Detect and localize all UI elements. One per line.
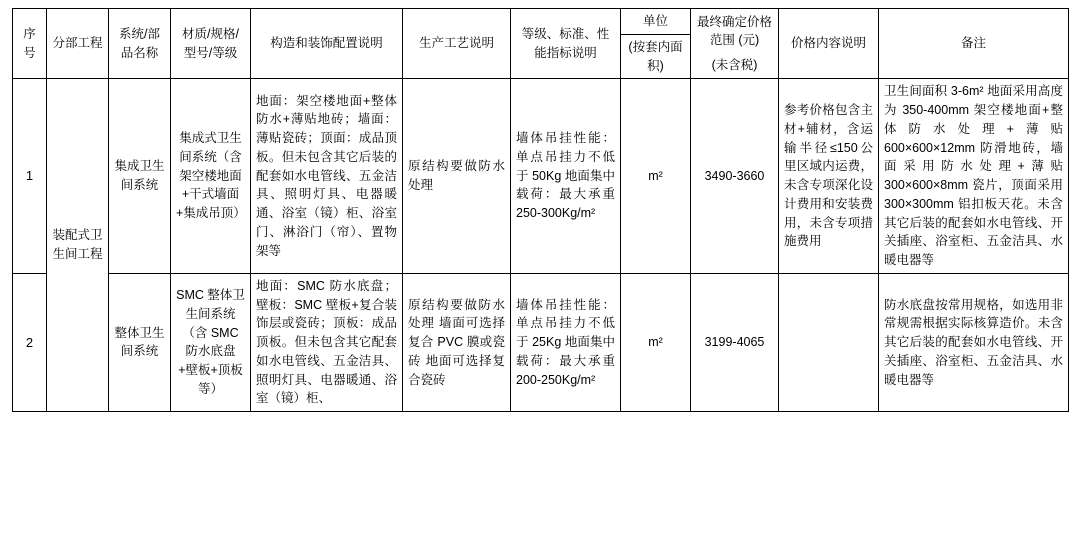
- cell-remark: 防水底盘按常用规格，如选用非常规需根据实际核算造价。未含其它后装的配套如水电管线、开关插座、浴室柜、五金洁具、水暖电器等: [879, 273, 1069, 411]
- header-seq: 序号: [13, 9, 47, 79]
- header-performance: 等级、标准、性能指标说明: [511, 9, 621, 79]
- header-price-title: 最终确定价格范围 (元): [696, 14, 772, 48]
- cell-system-part: 整体卫生间系统: [109, 273, 171, 411]
- cell-construction: 地面：架空楼地面+整体防水+薄贴地砖；墙面：薄贴瓷砖；顶面：成品顶板。但未包含其它后装的配套如水电管线、五金洁具、照明灯具、电器暖通、浴室（镜）柜、浴室门、淋浴门（帘）、置物架等: [251, 79, 403, 274]
- cell-sub-project: 装配式卫生间工程: [47, 79, 109, 412]
- cell-seq: 1: [13, 79, 47, 274]
- table-row: [13, 79, 1069, 274]
- cell-price-desc: 参考价格包含主材+辅材，含运输半径≤150公里区域内运费，未含专项深化设计费用和安装费用，未含专项措施费用: [779, 79, 879, 274]
- cell-unit: m²: [621, 273, 691, 411]
- cell-price: 3199-4065: [691, 273, 779, 411]
- cell-price-desc: [779, 273, 879, 411]
- header-construction: 构造和装饰配置说明: [251, 9, 403, 79]
- cell-process: 原结构要做防水处理 墙面可选择复合 PVC 膜或瓷砖 地面可选择复合瓷砖: [403, 273, 511, 411]
- cell-seq: 2: [13, 273, 47, 411]
- header-price-sub: (未含税): [711, 58, 758, 72]
- cell-process: 原结构要做防水处理: [403, 79, 511, 274]
- cell-performance: 墙体吊挂性能：单点吊挂力不低于 50Kg 地面集中载荷：最大承重 250-300Kg/m²: [511, 79, 621, 274]
- price-specification-table: [12, 8, 1069, 412]
- header-process: 生产工艺说明: [403, 9, 511, 79]
- cell-remark: 卫生间面积 3-6m² 地面采用高度为 350-400mm 架空楼地面+整体防水处理+薄贴 600×600×12mm 防滑地砖，墙面采用防水处理+薄贴 300×600×8mm 瓷片，顶面采用 300×300mm 铝扣板天花。未含其它后装的配套如水电管线、开关插座、浴室柜、五金洁具、水暖电器等: [879, 79, 1069, 274]
- header-unit-main: 单位: [621, 9, 690, 35]
- cell-price: 3490-3660: [691, 79, 779, 274]
- header-row: [13, 9, 1069, 79]
- header-remark: 备注: [879, 9, 1069, 79]
- header-sub-project: 分部工程: [47, 9, 109, 79]
- cell-material: 集成式卫生间系统（含架空楼地面+干式墙面+集成吊顶）: [171, 79, 251, 274]
- header-material: 材质/规格/型号/等级: [171, 9, 251, 79]
- header-price-desc: 价格内容说明: [779, 9, 879, 79]
- table-row: [13, 273, 1069, 411]
- header-price: [691, 9, 779, 79]
- header-system-part: 系统/部品名称: [109, 9, 171, 79]
- cell-construction: 地面：SMC 防水底盘；壁板：SMC 壁板+复合装饰层或瓷砖；顶板：成品顶板。但未包含其它配套如水电管线、五金洁具、照明灯具、电器暖通、浴室（镜）柜、: [251, 273, 403, 411]
- cell-material: SMC 整体卫生间系统（含 SMC 防水底盘+壁板+顶板等）: [171, 273, 251, 411]
- cell-system-part: 集成卫生间系统: [109, 79, 171, 274]
- cell-unit: m²: [621, 79, 691, 274]
- table-body: [13, 79, 1069, 412]
- table-header: [13, 9, 1069, 79]
- header-unit-sub: (按套内面积): [628, 39, 683, 73]
- cell-performance: 墙体吊挂性能：单点吊挂力不低于 25Kg 地面集中载荷：最大承重 200-250Kg/m²: [511, 273, 621, 411]
- header-unit: [621, 9, 691, 79]
